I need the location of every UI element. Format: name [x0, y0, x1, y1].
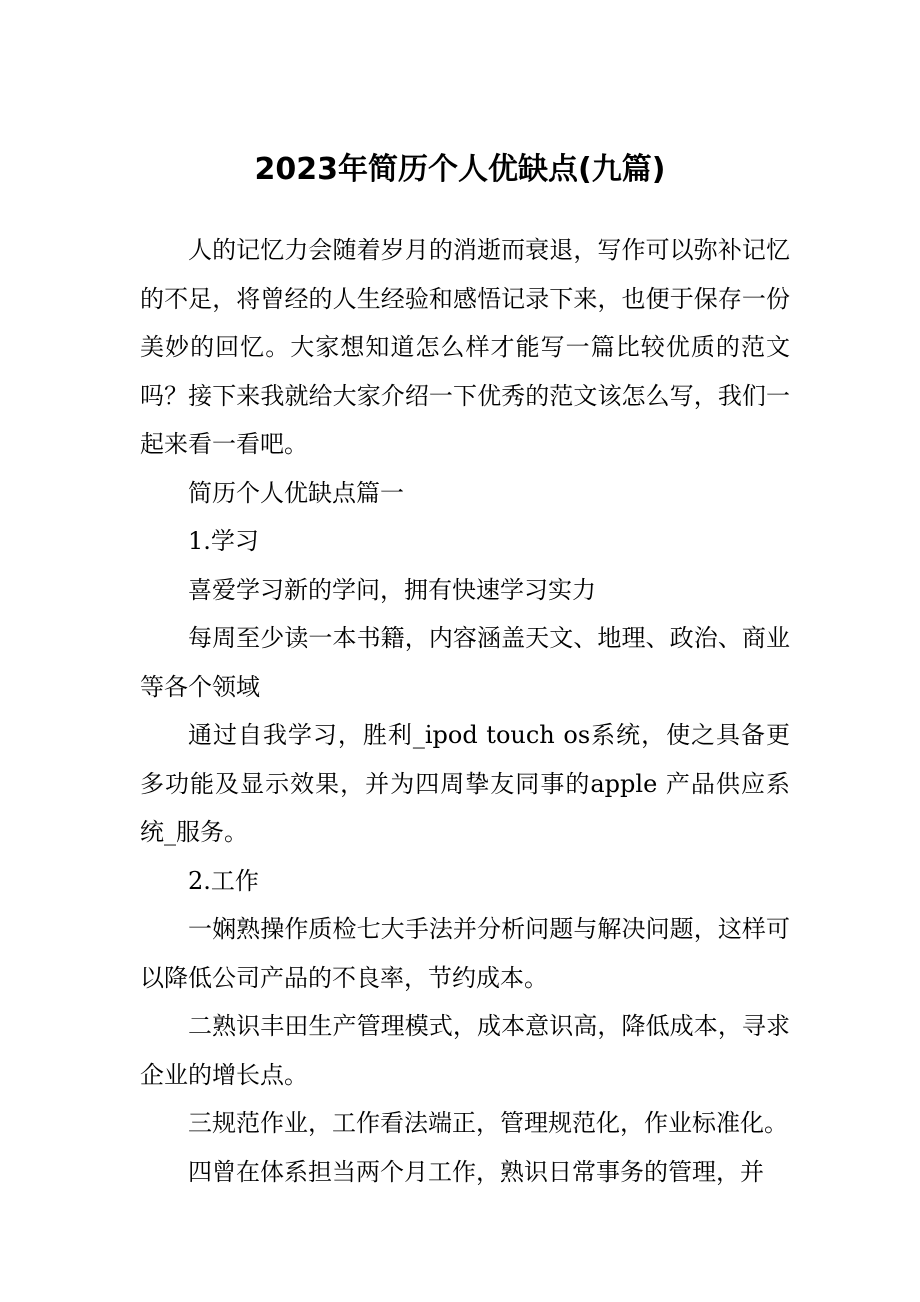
paragraph: 二熟识丰田生产管理模式，成本意识高，降低成本，寻求企业的增长点。	[140, 1012, 790, 1089]
paragraph: 一娴熟操作质检七大手法并分析问题与解决问题，这样可以降低公司产品的不良率，节约成本。	[140, 915, 790, 992]
paragraph-item-work: 2.工作	[188, 866, 259, 895]
document-body	[140, 226, 790, 1196]
paragraph: 喜爱学习新的学问，拥有快速学习实力	[188, 575, 596, 604]
paragraph-intro: 人的记忆力会随着岁月的消逝而衰退，写作可以弥补记忆的不足，将曾经的人生经验和感悟记录下来，也便于保存一份美妙的回忆。大家想知道怎么样才能写一篇比较优质的范文吗？接下来我就给大家介绍一下优秀的范文该怎么写，我们一起来看一看吧。	[140, 236, 790, 458]
paragraph: 四曾在体系担当两个月工作，熟识日常事务的管理，并	[188, 1157, 764, 1186]
paragraph-item-study: 1.学习	[188, 527, 259, 555]
document-title: 2023年简历个人优缺点(九篇)	[254, 152, 666, 187]
paragraph: 每周至少读一本书籍，内容涵盖天文、地理、政治、商业等各个领域	[140, 624, 790, 701]
paragraph-section-heading: 简历个人优缺点篇一	[188, 478, 404, 507]
paragraph: 通过自我学习，胜利_ipod touch os系统，使之具备更多功能及显示效果，并为四周挚友同事的apple 产品供应系统_服务。	[140, 721, 790, 846]
paragraph: 三规范作业，工作看法端正，管理规范化，作业标准化。	[188, 1109, 788, 1137]
